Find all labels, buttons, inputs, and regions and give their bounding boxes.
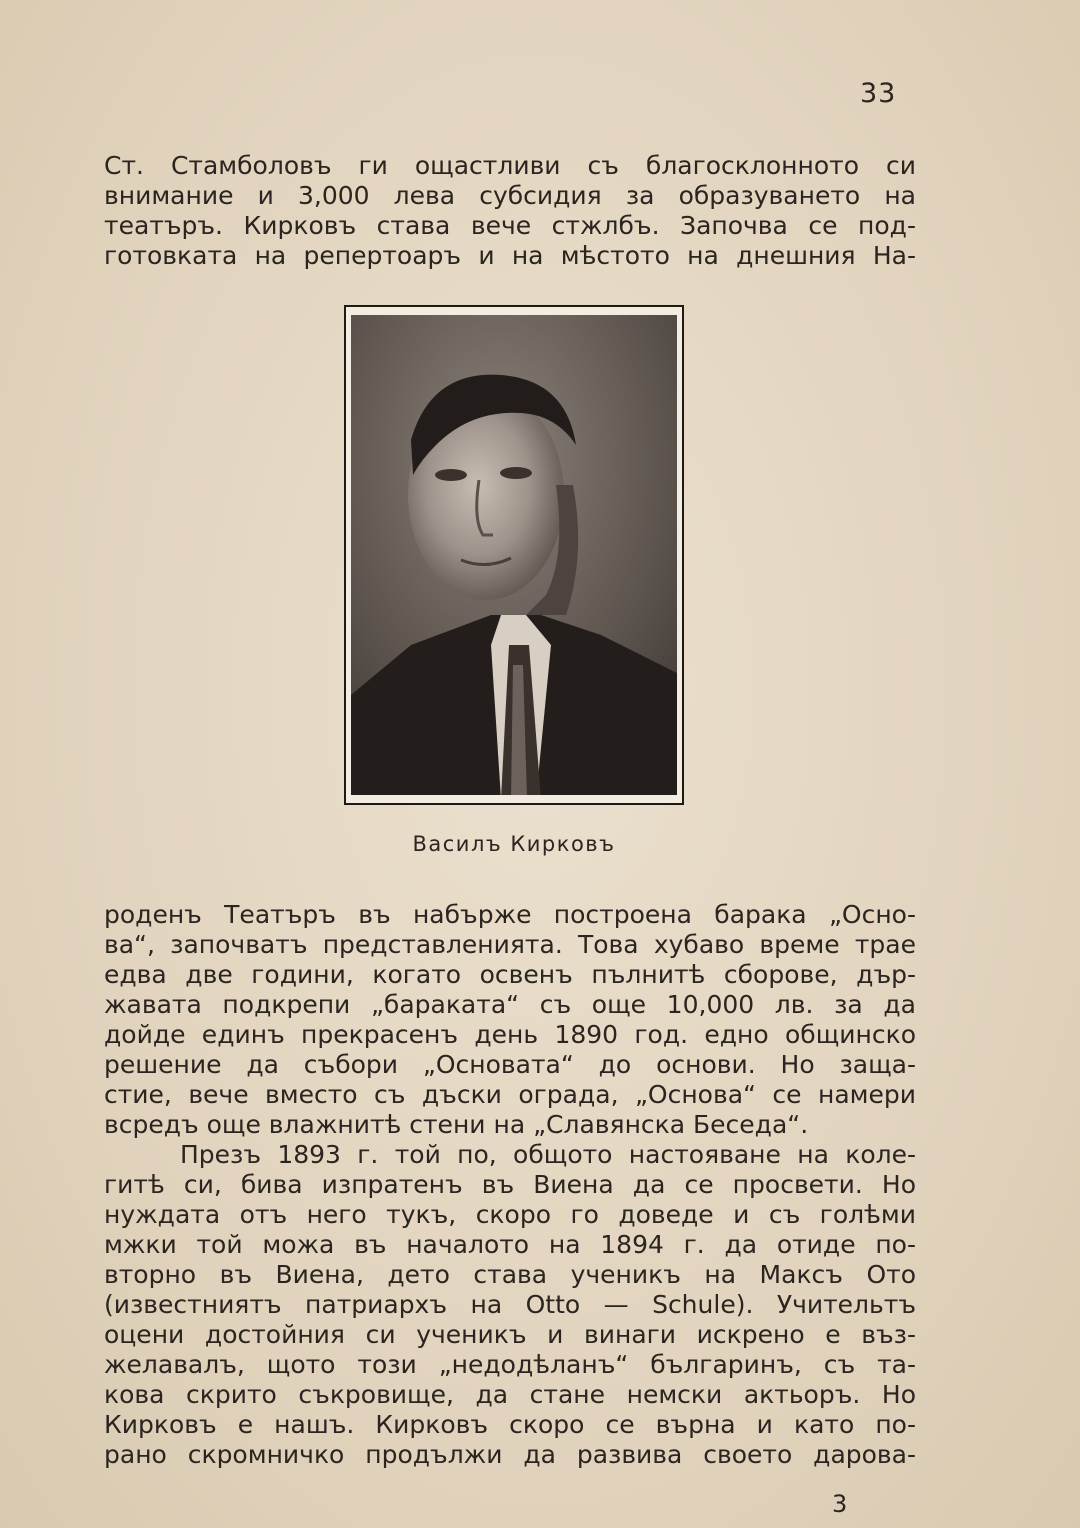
text-line: роденъ Театъръ въ набърже построена барака „Осно-	[104, 900, 916, 929]
text-line: рано скромничко продължи да развива своето дарова-	[104, 1440, 916, 1469]
text-line: жавата подкрепи „бараката“ съ още 10,000 лв. за да	[104, 990, 916, 1019]
text-line: едва две години, когато освенъ пълнитѣ сборове, дър-	[104, 960, 916, 989]
text-line: Презъ 1893 г. той по, общото настояване на коле-	[180, 1140, 916, 1169]
text-line: вторно въ Виена, дето става ученикъ на Максъ Ото	[104, 1260, 916, 1289]
text-line: гитѣ си, бива изпратенъ въ Виена да се просвети. Но	[104, 1170, 916, 1199]
bottom-text	[104, 900, 916, 1470]
text-line: (известниятъ патриархъ на Otto — Schule). Учительтъ	[104, 1290, 916, 1319]
text-line: готовката на репертоаръ и на мѣстото на днешния На-	[104, 241, 916, 270]
text-line: оцени достойния си ученикъ и винаги искрено е въз-	[104, 1320, 916, 1349]
text-line: мжки той можа въ началото на 1894 г. да отиде по-	[104, 1230, 916, 1259]
text-line: театъръ. Кирковъ става вече стжлбъ. Започва се под-	[104, 211, 916, 240]
portrait-photo	[351, 315, 677, 795]
text-line: стие, вече вместо съ дъски ограда, „Основа“ се намери	[104, 1080, 916, 1109]
text-line: желавалъ, щото този „недодѣланъ“ българинъ, съ та-	[104, 1350, 916, 1379]
figure-caption: Василъ Кирковъ	[412, 832, 616, 856]
text-line: Ст. Стамболовъ ги ощастливи съ благосклонното си	[104, 151, 916, 180]
portrait-frame	[344, 305, 684, 805]
page-number: 33	[860, 78, 897, 109]
text-line: Кирковъ е нашъ. Кирковъ скоро се върна и като по-	[104, 1410, 916, 1439]
text-line: дойде единъ прекрасенъ день 1890 год. едно общинско	[104, 1020, 916, 1049]
paragraph-1	[104, 900, 916, 1140]
signature-mark: 3	[832, 1490, 848, 1518]
text-line: решение да събори „Основата“ до основи. Но заща-	[104, 1050, 916, 1079]
text-line: кова скрито съкровище, да стане немски актьоръ. Но	[104, 1380, 916, 1409]
text-line: ва“, започватъ представленията. Това хубаво време трае	[104, 930, 916, 959]
text-line: нуждата отъ него тукъ, скоро го доведе и съ голѣми	[104, 1200, 916, 1229]
text-line: внимание и 3,000 лева субсидия за образуването на	[104, 181, 916, 210]
paragraph-2	[104, 1140, 916, 1470]
portrait-illustration	[351, 315, 677, 795]
text-line: всредъ още влажнитѣ стени на „Славянска Беседа“.	[104, 1110, 809, 1139]
top-paragraph	[104, 151, 916, 271]
